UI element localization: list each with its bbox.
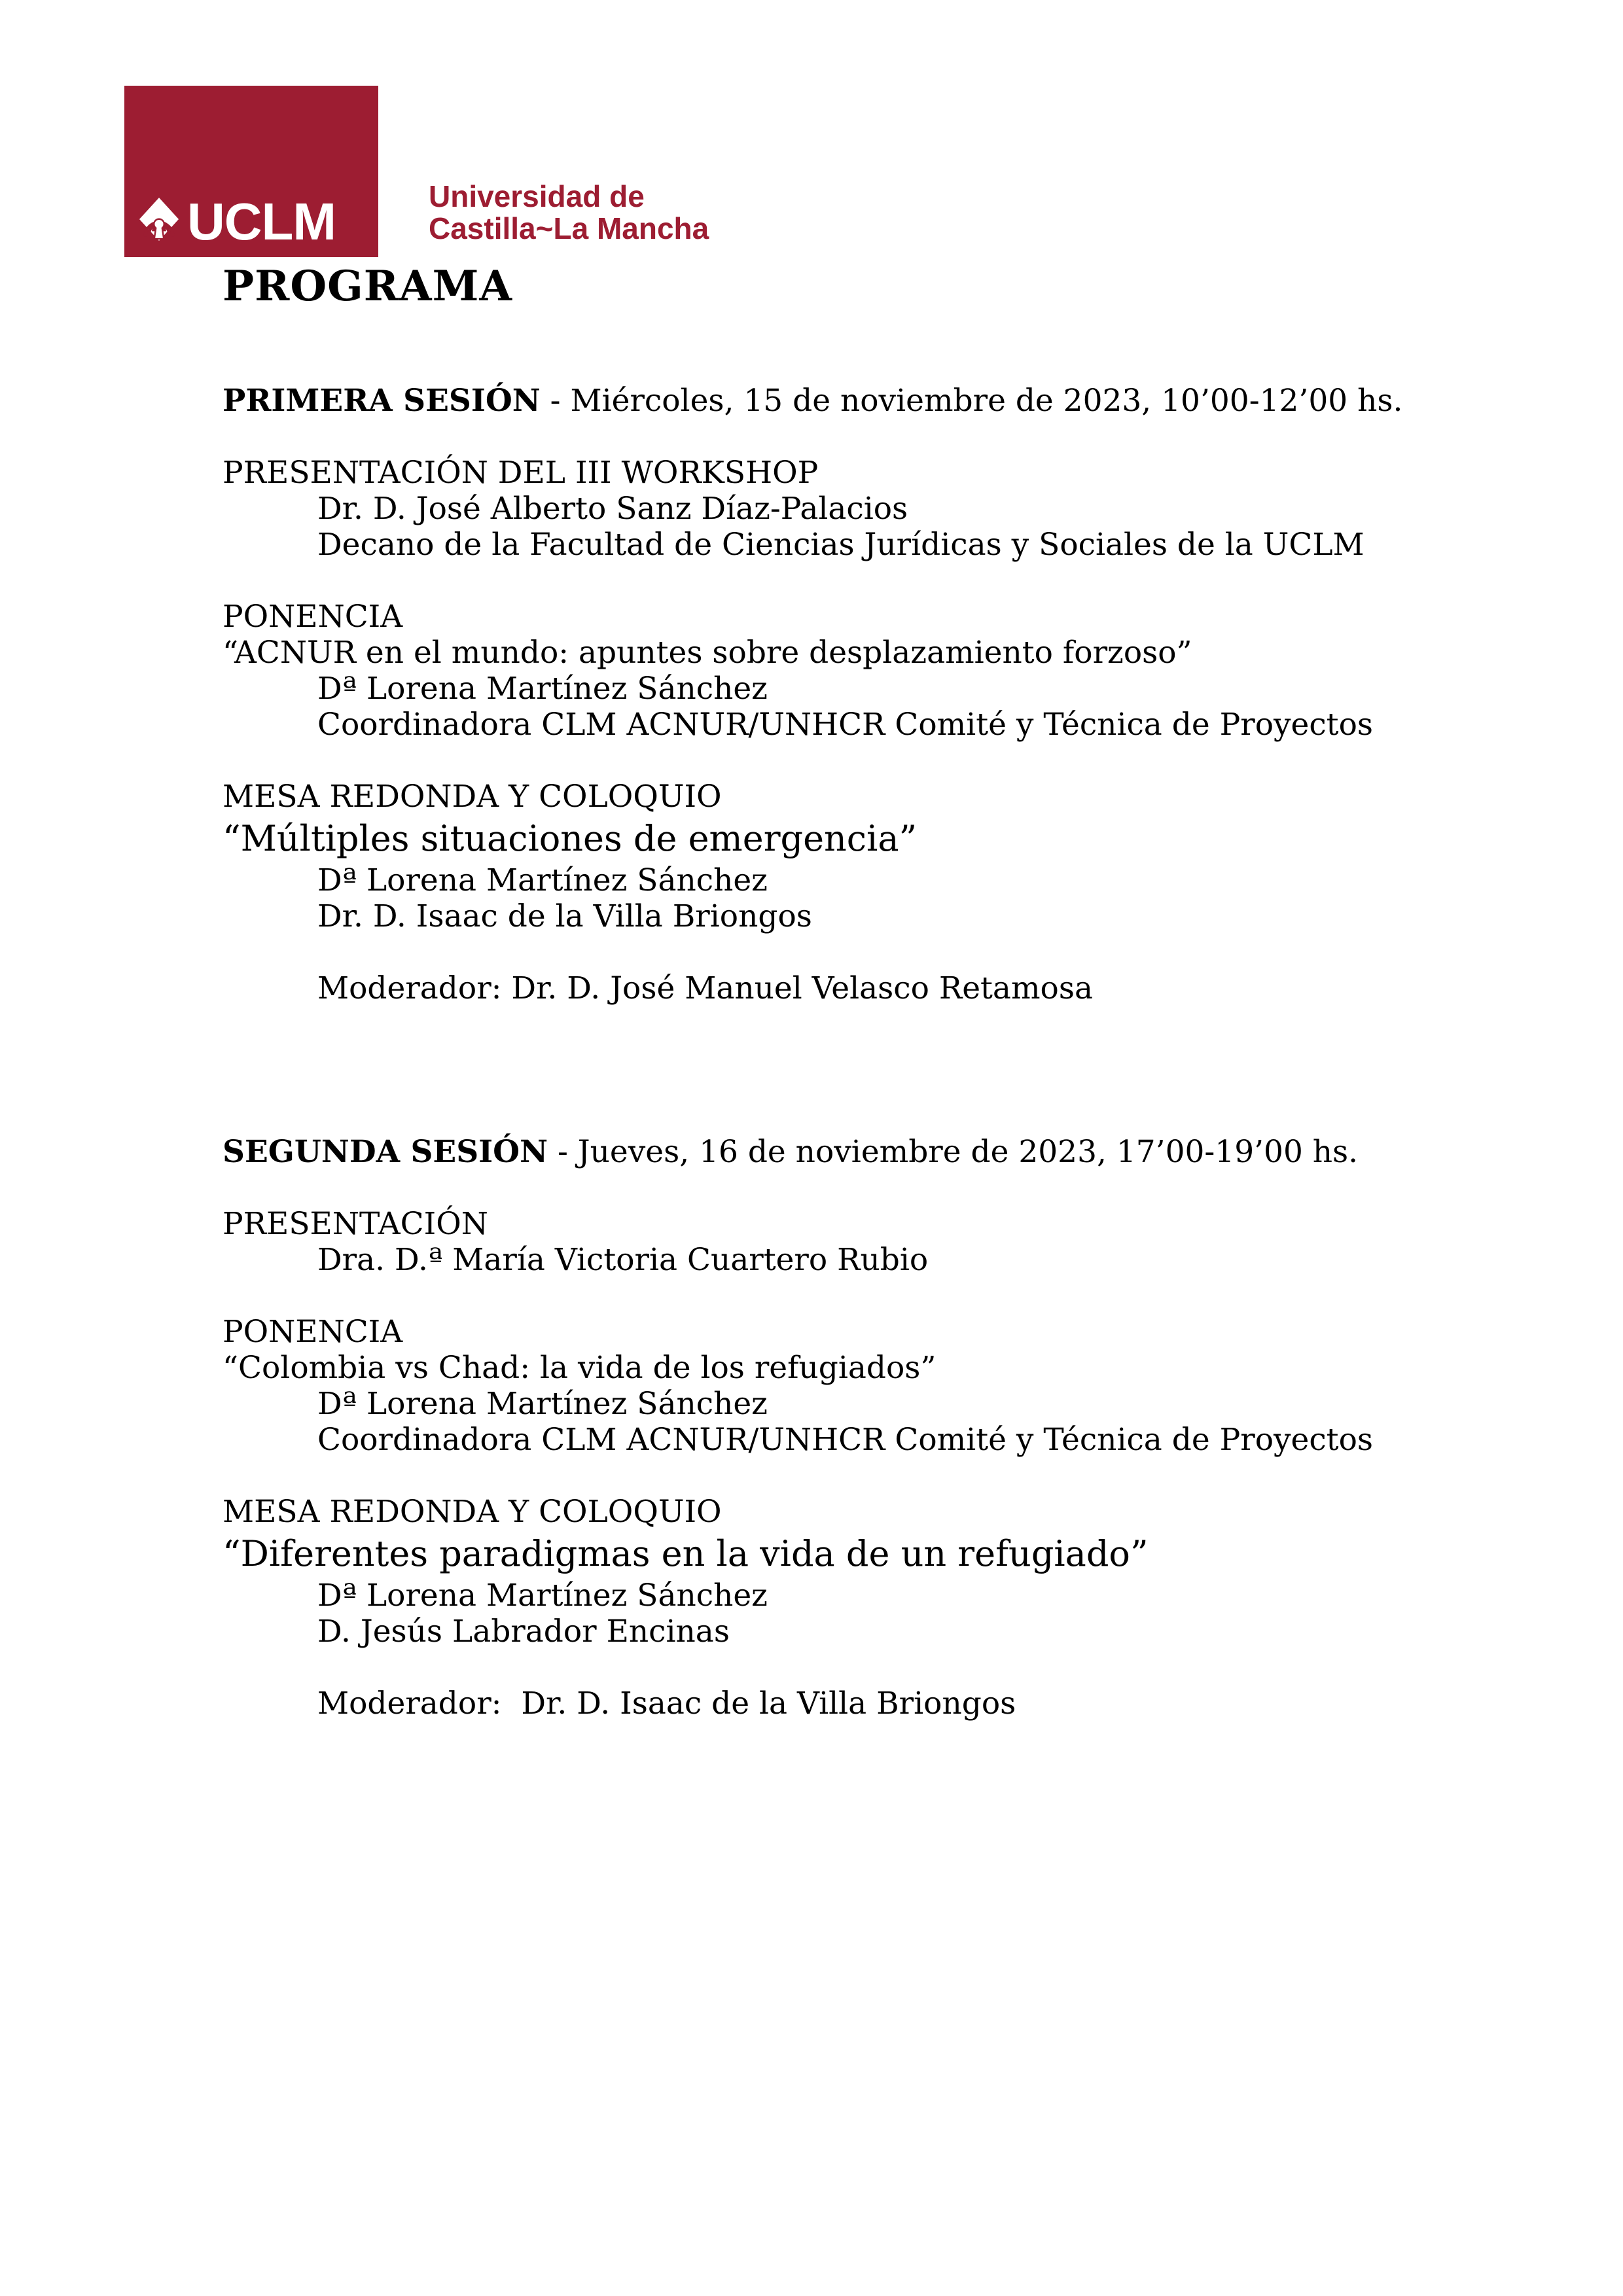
program-line: MESA REDONDA Y COLOQUIO	[223, 779, 722, 815]
program-line: “ACNUR en el mundo: apuntes sobre desplazamiento forzoso”	[223, 635, 1192, 671]
program-line: “Diferentes paradigmas en la vida de un refugiado”	[223, 1533, 1149, 1574]
session-1	[223, 383, 1420, 1006]
program-block	[223, 1206, 1420, 1278]
page-title: PROGRAMA	[223, 262, 513, 311]
speaker-line: Dr. D. José Alberto Sanz Díaz-Palacios	[317, 491, 908, 527]
program-block	[223, 599, 1420, 743]
session-title	[223, 383, 1420, 419]
speaker-line: Decano de la Facultad de Ciencias Jurídicas y Sociales de la UCLM	[317, 527, 1364, 563]
session-title-datetime: - Jueves, 16 de noviembre de 2023, 17’00-19’00 hs.	[548, 1134, 1359, 1170]
uclm-logo	[124, 86, 378, 257]
program-content	[223, 383, 1420, 1722]
speaker-line: Coordinadora CLM ACNUR/UNHCR Comité y Técnica de Proyectos	[317, 707, 1373, 743]
program-block	[223, 1314, 1420, 1458]
program-line: PRESENTACIÓN	[223, 1206, 488, 1242]
program-line: PRESENTACIÓN DEL III WORKSHOP	[223, 455, 819, 491]
program-line: “Colombia vs Chad: la vida de los refugiados”	[223, 1350, 936, 1386]
speaker-line: Dª Lorena Martínez Sánchez	[317, 1578, 768, 1614]
session-title	[223, 1134, 1420, 1170]
uclm-logo-acronym: UCLM	[187, 192, 336, 251]
speaker-line: Dª Lorena Martínez Sánchez	[317, 1386, 768, 1422]
speaker-line: Dr. D. Isaac de la Villa Briongos	[317, 898, 812, 934]
wordmark-line-2: Castilla~La Mancha	[429, 211, 709, 245]
program-line: PONENCIA	[223, 1314, 403, 1350]
program-block	[223, 455, 1420, 563]
arch-diamond-icon	[139, 197, 179, 241]
wordmark-line-1: Universidad de	[429, 179, 645, 213]
program-line: “Múltiples situaciones de emergencia”	[223, 818, 918, 859]
program-block	[223, 779, 1420, 934]
session-2	[223, 1134, 1420, 1722]
speaker-line: Dª Lorena Martínez Sánchez	[317, 862, 768, 898]
university-wordmark	[429, 181, 709, 245]
session-title-name: PRIMERA SESIÓN	[223, 383, 541, 419]
program-block	[223, 1686, 1420, 1722]
speaker-line: Dra. D.ª María Victoria Cuartero Rubio	[317, 1242, 929, 1278]
moderator-line: Moderador: Dr. D. Isaac de la Villa Briongos	[317, 1686, 1016, 1722]
speaker-line: Dª Lorena Martínez Sánchez	[317, 671, 768, 707]
moderator-line: Moderador: Dr. D. José Manuel Velasco Retamosa	[317, 970, 1093, 1006]
program-line: PONENCIA	[223, 599, 403, 635]
session-title-datetime: - Miércoles, 15 de noviembre de 2023, 10’00-12’00 hs.	[540, 383, 1403, 419]
session-title-name: SEGUNDA SESIÓN	[223, 1134, 548, 1170]
program-line: MESA REDONDA Y COLOQUIO	[223, 1494, 722, 1530]
speaker-line: D. Jesús Labrador Encinas	[317, 1614, 730, 1650]
speaker-line: Coordinadora CLM ACNUR/UNHCR Comité y Técnica de Proyectos	[317, 1422, 1373, 1458]
program-block	[223, 970, 1420, 1006]
program-block	[223, 1494, 1420, 1650]
